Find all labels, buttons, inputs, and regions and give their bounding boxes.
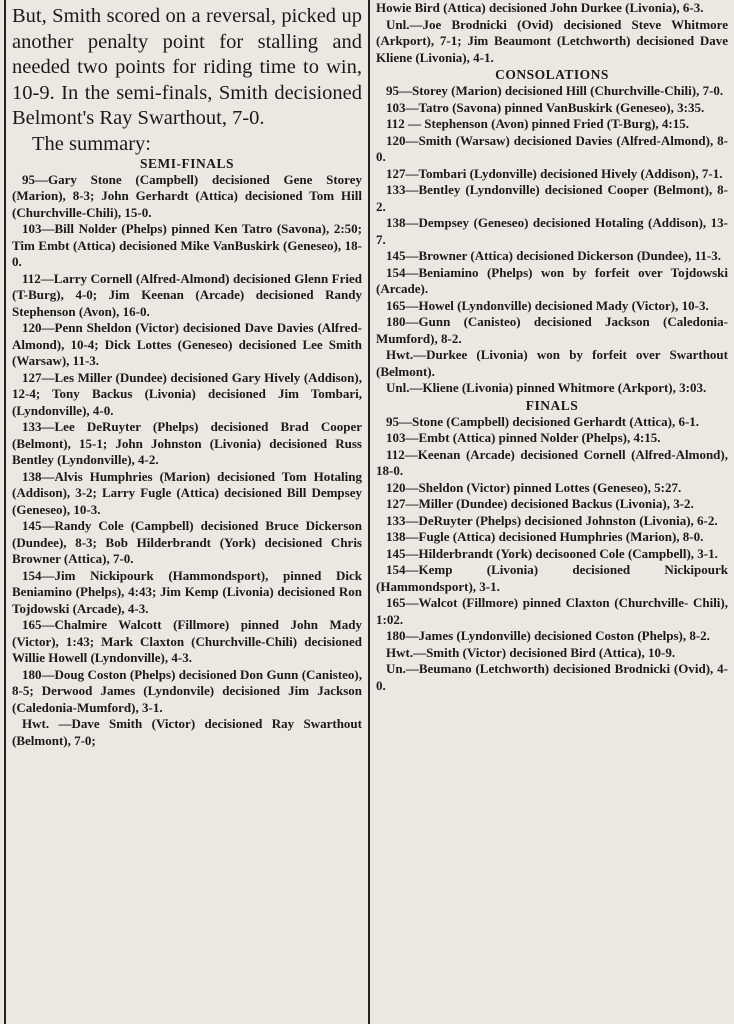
result-entry: Unl.—Kliene (Livonia) pinned Whitmore (Arkport), 3:03.	[386, 380, 707, 395]
result-entry: 154—Beniamino (Phelps) won by forfeit over Tojdowski (Arcade).	[376, 264, 728, 296]
continued-entry: Howie Bird (Attica) decisioned John Durkee (Livonia), 6-3.	[376, 0, 704, 15]
result-entry: 112 — Stephenson (Avon) pinned Fried (T-Burg), 4:15.	[386, 116, 690, 131]
result-entry: 120—Sheldon (Victor) pinned Lottes (Geneseo), 5:27.	[386, 479, 682, 495]
result-entry: 133—DeRuyter (Phelps) decisioned Johnston (Livonia), 6-2.	[386, 512, 718, 528]
result-entry: 127—Tombari (Lydonville) decisioned Hively (Addison), 7-1.	[386, 165, 723, 181]
result-entry: 103—Tatro (Savona) pinned VanBuskirk (Geneseo), 3:35.	[386, 99, 705, 115]
result-entry: 145—Hilderbrandt (York) decisooned Cole (Campbell), 3-1.	[386, 545, 718, 561]
result-entry: 145—Browner (Attica) decisioned Dickerson (Dundee), 11-3.	[386, 248, 721, 263]
result-entry: Hwt.—Durkee (Livonia) won by forfeit over Swarthout (Belmont).	[376, 347, 728, 379]
right-column	[376, 0, 728, 694]
result-entry: Hwt. —Dave Smith (Victor) decisioned Ray Swarthout (Belmont), 7-0;	[12, 716, 362, 748]
result-entry: 154—Jim Nickipourk (Hammondsport), pinned Dick Beniamino (Phelps), 4:43; Jim Kemp (Livonia) decisioned Ron Tojdowski (Arcade), 4-3.	[12, 567, 362, 616]
result-entry: 95—Stone (Campbell) decisioned Gerhardt (Attica), 6-1.	[386, 413, 700, 429]
result-entry: 127—Miller (Dundee) decisioned Backus (Livonia), 3-2.	[386, 496, 694, 511]
result-entry: 145—Randy Cole (Campbell) decisioned Bruce Dickerson (Dundee), 8-3; Bob Hilderbrandt (York) decisioned Chris Browner (Attica), 7-0.	[12, 518, 362, 566]
column-divider-rule	[368, 0, 370, 1024]
result-entry: 133—Bentley (Lyndonville) decisioned Cooper (Belmont), 8-2.	[376, 182, 728, 214]
left-column-rule	[4, 0, 6, 1024]
result-entry: 138—Alvis Humphries (Marion) decisioned Tom Hotaling (Addison), 3-2; Larry Fugle (Attica) decisioned Bill Dempsey (Geneseo), 10-3.	[12, 468, 362, 517]
result-entry: 103—Embt (Attica) pinned Nolder (Phelps), 4:15.	[386, 430, 661, 445]
result-entry: 165—Howel (Lyndonville) decisioned Mady (Victor), 10-3.	[386, 297, 709, 313]
summary-label: The summary:	[32, 132, 151, 155]
result-entry: 180—Gunn (Canisteo) decisioned Jackson (Caledonia-Mumford), 8-2.	[376, 314, 728, 346]
result-entry: 112—Larry Cornell (Alfred-Almond) decisioned Glenn Fried (T-Burg), 4-0; Jim Keenan (Arcade) decisioned Randy Stephenson (Avon), 16-0.	[12, 270, 362, 319]
result-entry: 120—Smith (Warsaw) decisioned Davies (Alfred-Almond), 8-0.	[376, 132, 728, 164]
result-entry: Un.—Beumano (Letchworth) decisioned Brodnicki (Ovid), 4-0.	[376, 661, 728, 693]
result-entry: 165—Chalmire Walcott (Fillmore) pinned John Mady (Victor), 1:43; Mark Claxton (Churchville-Chili) decisioned Willie Howell (Lyndonville), 4-3.	[12, 617, 362, 665]
result-entry: 95—Gary Stone (Campbell) decisioned Gene Storey (Marion), 8-3; John Gerhardt (Attica) decisioned Tom Hill (Churchville-Chili), 15-0.	[12, 171, 362, 220]
result-entry: 138—Dempsey (Geneseo) decisioned Hotaling (Addison), 13-7.	[376, 215, 728, 247]
result-entry: 138—Fugle (Attica) decisioned Humphries (Marion), 8-0.	[386, 529, 704, 544]
result-entry: 127—Les Miller (Dundee) decisioned Gary Hively (Addison), 12-4; Tony Backus (Livonia) decisioned Jim Tombari, (Lyndonville), 4-0.	[12, 369, 362, 418]
result-entry: Hwt.—Smith (Victor) decisioned Bird (Attica), 10-9.	[386, 644, 676, 660]
result-entry: 154—Kemp (Livonia) decisioned Nickipourk (Hammondsport), 3-1.	[376, 562, 728, 594]
result-entry: 133—Lee DeRuyter (Phelps) decisioned Brad Cooper (Belmont), 15-1; John Johnston (Livonia) decisioned Russ Bentley (Lyndonville), 4-2.	[12, 419, 362, 467]
finals-heading: FINALS	[525, 397, 579, 413]
result-entry: 180—Doug Coston (Phelps) decisioned Don Gunn (Canisteo), 8-5; Derwood James (Lyndonvile) decisioned Jim Jackson (Caledonia-Mumford), 3-1.	[12, 666, 362, 715]
left-column	[12, 0, 362, 749]
consolations-heading: CONSOLATIONS	[495, 67, 609, 82]
result-entry: 165—Walcot (Fillmore) pinned Claxton (Churchville- Chili), 1:02.	[376, 595, 728, 627]
result-entry: 180—James (Lyndonville) decisioned Coston (Phelps), 8-2.	[386, 628, 710, 643]
result-entry: 103—Bill Nolder (Phelps) pinned Ken Tatro (Savona), 2:50; Tim Embt (Attica) decisioned Mike VanBuskirk (Geneseo), 18-0.	[12, 221, 362, 269]
semi-finals-heading: SEMI-FINALS	[139, 155, 234, 171]
result-entry: 120—Penn Sheldon (Victor) decisioned Dave Davies (Alfred-Almond), 10-4; Dick Lottes (Geneseo) decisioned Lee Smith (Warsaw), 11-3.	[12, 320, 362, 368]
result-entry: 95—Storey (Marion) decisioned Hill (Churchville-Chili), 7-0.	[386, 83, 724, 98]
lead-paragraph: But, Smith scored on a reversal, picked up another penalty point for stalling and needed two points for riding time to win, 10-9. In the semi-finals, Smith decisioned Belmont's Ray Swarthout, 7-0.	[12, 5, 362, 129]
continued-entry: Unl.—Joe Brodnicki (Ovid) decisioned Steve Whitmore (Arkport), 7-1; Jim Beaumont (Letchworth) decisioned Dave Kliene (Livonia), 4-1.	[376, 16, 728, 65]
result-entry: 112—Keenan (Arcade) decisioned Cornell (Alfred-Almond), 18-0.	[376, 446, 728, 478]
